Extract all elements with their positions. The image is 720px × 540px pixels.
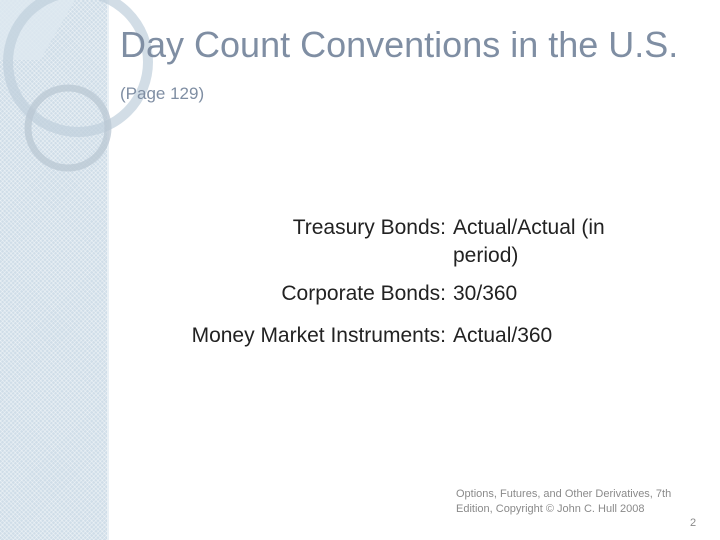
row-label: Money Market Instruments: [191, 324, 446, 347]
row-value: 30/360 [453, 282, 518, 305]
row-value: Actual/Actual (in period) [453, 216, 605, 267]
row-label: Corporate Bonds: [281, 282, 446, 305]
slide-title-page-ref: (Page 129) [120, 84, 205, 103]
row-label: Treasury Bonds: [292, 216, 446, 239]
slide-title [120, 24, 680, 115]
footer-citation: Options, Futures, and Other Derivatives, 7th Edition, Copyright © John C. Hull 2008 [456, 488, 672, 515]
slide-title-main: Day Count Conventions in the U.S. [120, 24, 679, 65]
row-value: Actual/360 [453, 324, 553, 347]
page-number: 2 [690, 517, 697, 529]
